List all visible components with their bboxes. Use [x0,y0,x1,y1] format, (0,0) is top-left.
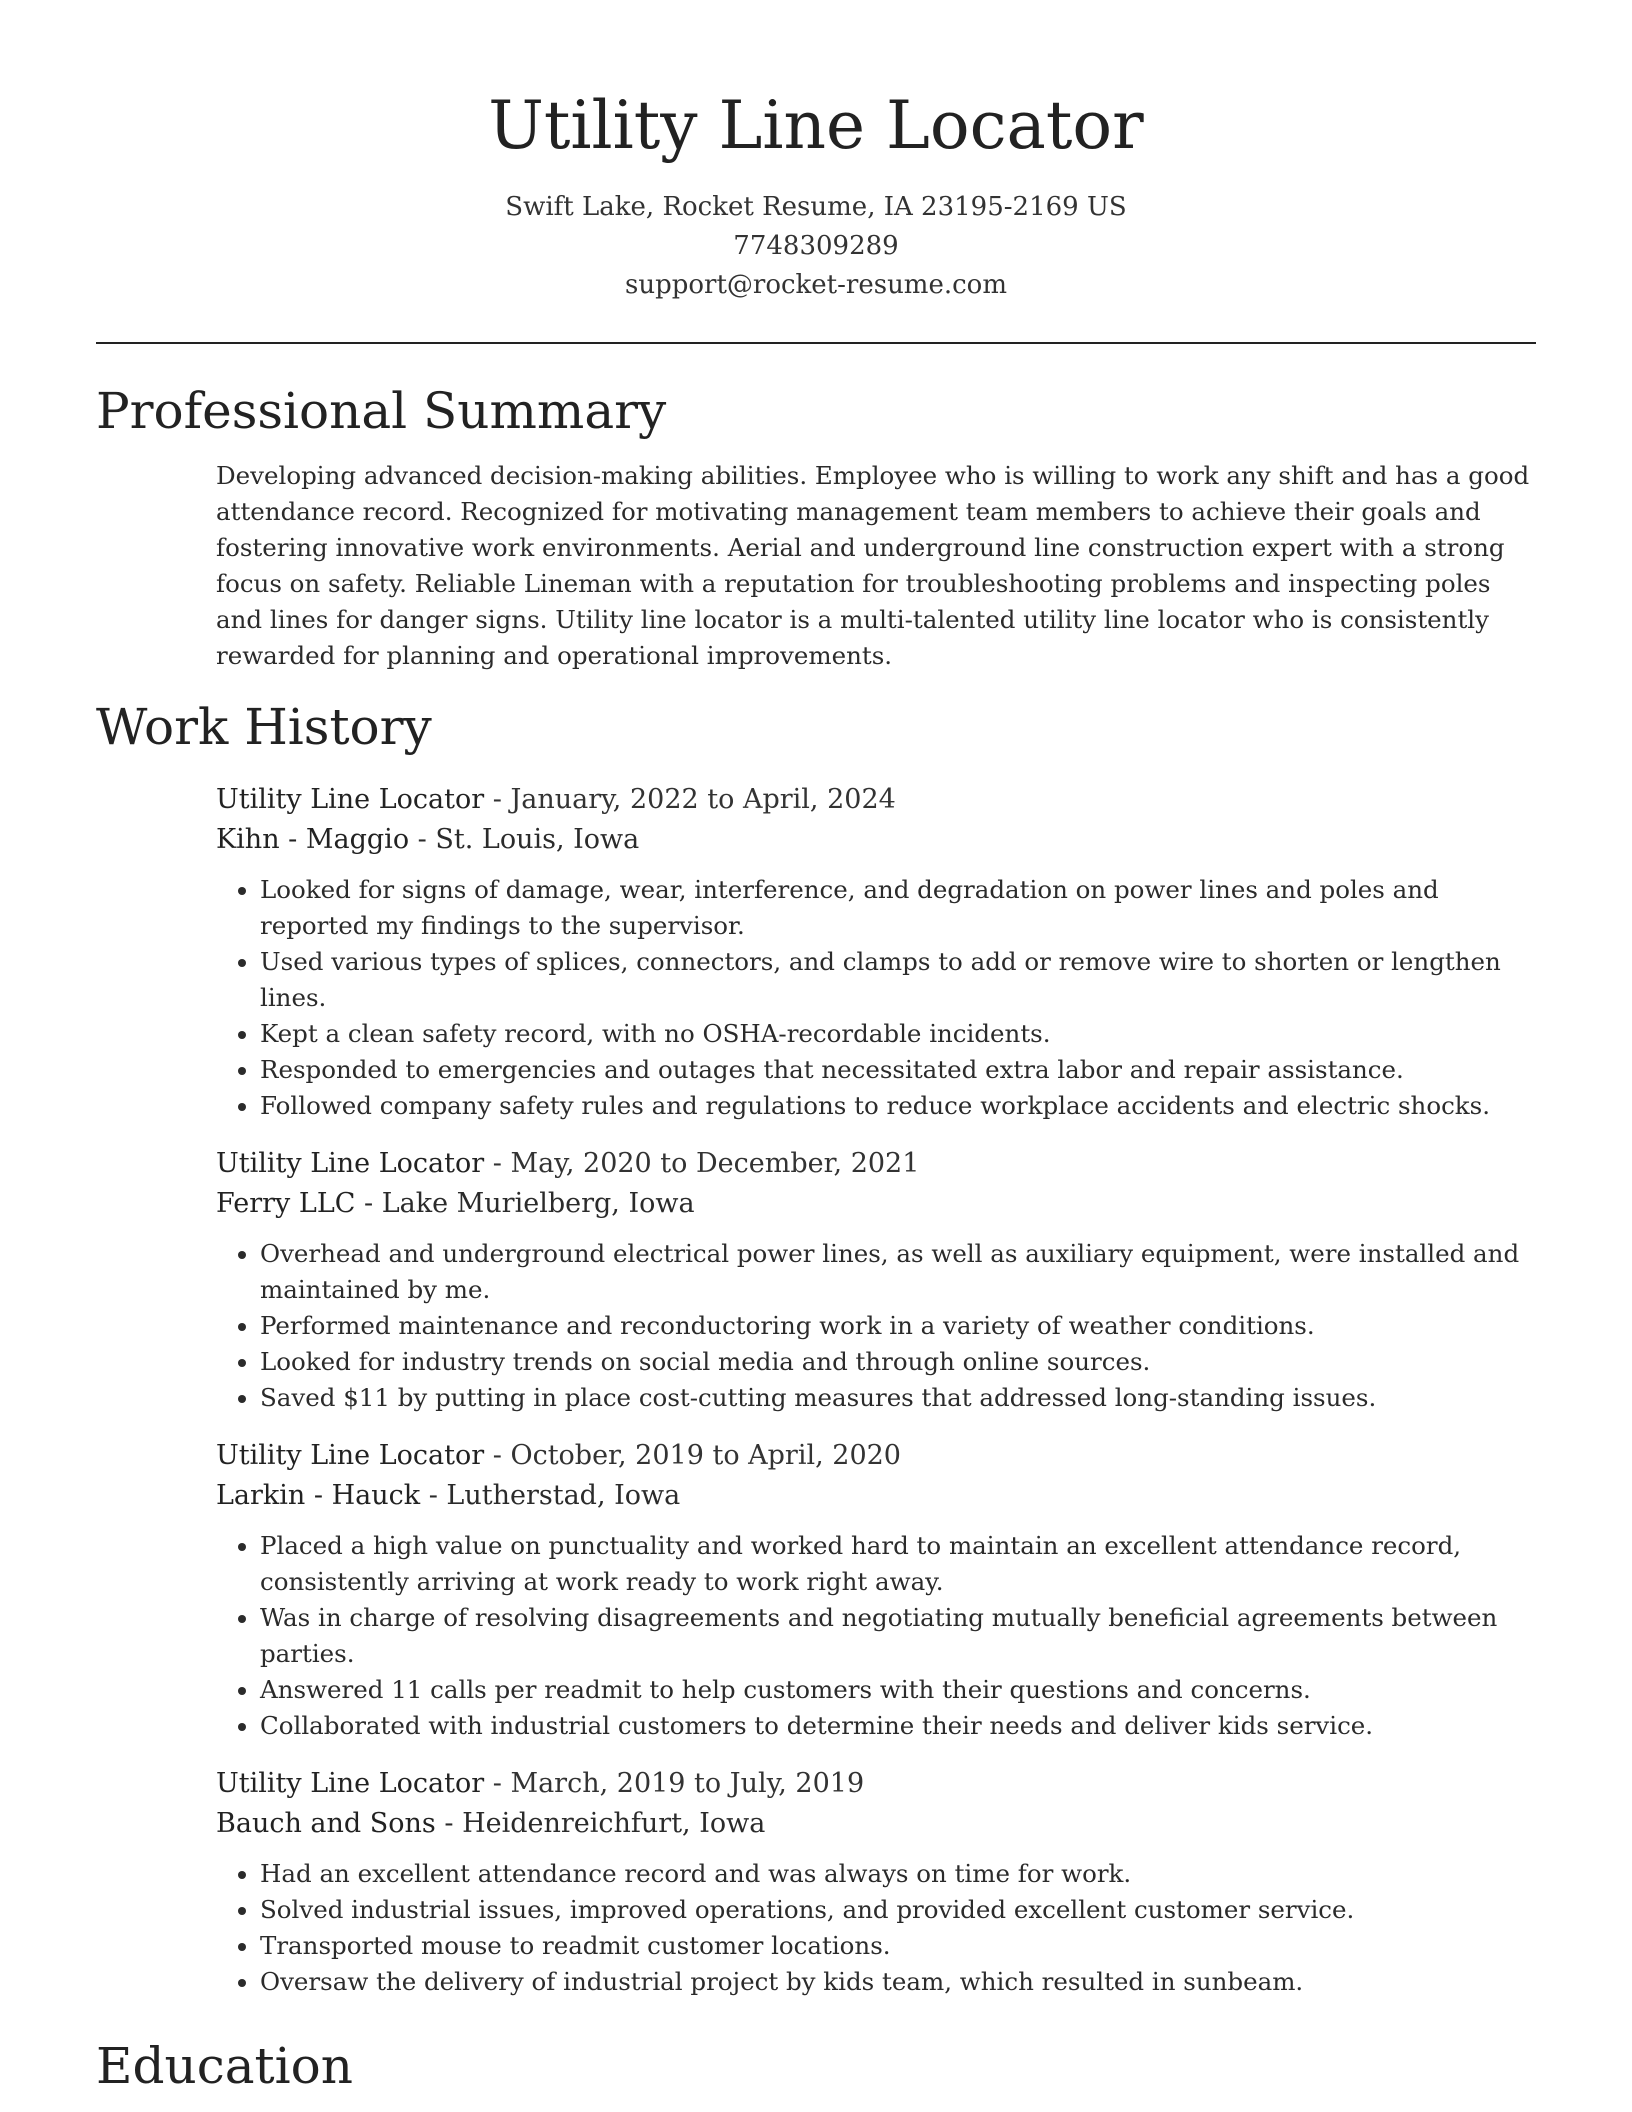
job-location: St. Louis, Iowa [435,824,640,855]
bullet-item: • Kept a clean safety record, with no OSHA-recordable incidents. [260,1016,1536,1052]
job-title-line [216,1436,1536,1476]
address: Swift Lake, Rocket Resume, IA 23195-2169 US [505,192,1127,222]
job-role: Utility Line Locator [216,1768,485,1799]
job-bullets [216,1856,1536,2000]
job-bullets [216,872,1536,1124]
separator: - [484,1768,511,1799]
bullet-item: • Saved $11 by putting in place cost-cutting measures that addressed long-standing issues. [260,1380,1536,1416]
education-heading: Education [96,2037,353,2095]
company-name: Larkin - Hauck [216,1480,421,1511]
job-title-line [216,1144,1536,1184]
summary-text: Developing advanced decision-making abilities. Employee who is willing to work any shift and has a good attendance record. Recognized for motivating management team members to achieve their goals and fostering innovative work environments. Aerial and underground line construction expert with a strong focus on safety. Reliable Lineman with a reputation for troubleshooting problems and inspecting poles and lines for danger signs. Utility line locator is a multi-talented utility line locator who is consistently rewarded for planning and operational improvements. [216,461,1530,670]
email: support@rocket-resume.com [624,270,1007,300]
bullet-item: • Performed maintenance and reconductoring work in a variety of weather conditions. [260,1308,1536,1344]
job-employer-line [216,1476,1536,1516]
job-location: Lake Murielberg, Iowa [381,1188,695,1219]
separator: - [484,1440,511,1471]
job-employer-line [216,820,1536,860]
bullet-item: • Used various types of splices, connectors, and clamps to add or remove wire to shorten or lengthen lines. [260,944,1536,1016]
phone: 7748309289 [733,231,899,261]
bullet-item: • Collaborated with industrial customers to determine their needs and deliver kids service. [260,1708,1536,1744]
bullet-item: • Overhead and underground electrical power lines, as well as auxiliary equipment, were installed and maintained by me. [260,1236,1536,1308]
bullet-item: • Solved industrial issues, improved operations, and provided excellent customer service. [260,1892,1536,1928]
job-title-line [216,1764,1536,1804]
bullet-item: • Looked for industry trends on social media and through online sources. [260,1344,1536,1380]
job-dates: January, 2022 to April, 2024 [510,784,896,815]
separator: - [435,1808,463,1839]
bullet-item: • Responded to emergencies and outages that necessitated extra labor and repair assistance. [260,1052,1536,1088]
job-employer-line [216,1804,1536,1844]
bullet-item: • Answered 11 calls per readmit to help customers with their questions and concerns. [260,1672,1536,1708]
job-role: Utility Line Locator [216,1148,485,1179]
bullet-item: • Transported mouse to readmit customer locations. [260,1928,1536,1964]
job-role: Utility Line Locator [216,1440,485,1471]
company-name: Kihn - Maggio [216,824,410,855]
work-history-heading: Work History [96,698,432,756]
job-bullets [216,1236,1536,1416]
separator: - [409,824,436,855]
job-dates: October, 2019 to April, 2020 [510,1440,901,1471]
bullet-item: • Had an excellent attendance record and was always on time for work. [260,1856,1536,1892]
contact-info [0,188,1632,305]
job-dates: March, 2019 to July, 2019 [510,1768,865,1799]
bullet-item: • Looked for signs of damage, wear, interference, and degradation on power lines and poles and reported my findings to the supervisor. [260,872,1536,944]
candidate-name: Utility Line Locator [488,87,1144,164]
job-entry [216,1144,1536,1416]
job-entry [216,780,1536,1124]
job-employer-line [216,1184,1536,1224]
separator: - [484,784,511,815]
bullet-item: • Placed a high value on punctuality and worked hard to maintain an excellent attendance record, consistently arriving at work ready to work right away. [260,1528,1536,1600]
bullet-item: • Was in charge of resolving disagreements and negotiating mutually beneficial agreements between parties. [260,1600,1536,1672]
job-location: Heidenreichfurt, Iowa [462,1808,766,1839]
job-role: Utility Line Locator [216,784,485,815]
job-location: Lutherstad, Iowa [446,1480,681,1511]
bullet-item: • Oversaw the delivery of industrial project by kids team, which resulted in sunbeam. [260,1964,1536,2000]
separator: - [420,1480,447,1511]
summary-heading: Professional Summary [96,382,667,440]
job-title-line [216,780,1536,820]
job-dates: May, 2020 to December, 2021 [510,1148,920,1179]
company-name: Bauch and Sons [216,1808,436,1839]
resume-header [0,0,1632,305]
job-entry [216,1764,1536,2000]
separator: - [484,1148,511,1179]
job-bullets [216,1528,1536,1744]
header-divider [96,342,1536,344]
separator: - [355,1188,382,1219]
work-history-list [216,780,1536,2020]
company-name: Ferry LLC [216,1188,356,1219]
job-entry [216,1436,1536,1744]
bullet-item: • Followed company safety rules and regulations to reduce workplace accidents and electric shocks. [260,1088,1536,1124]
